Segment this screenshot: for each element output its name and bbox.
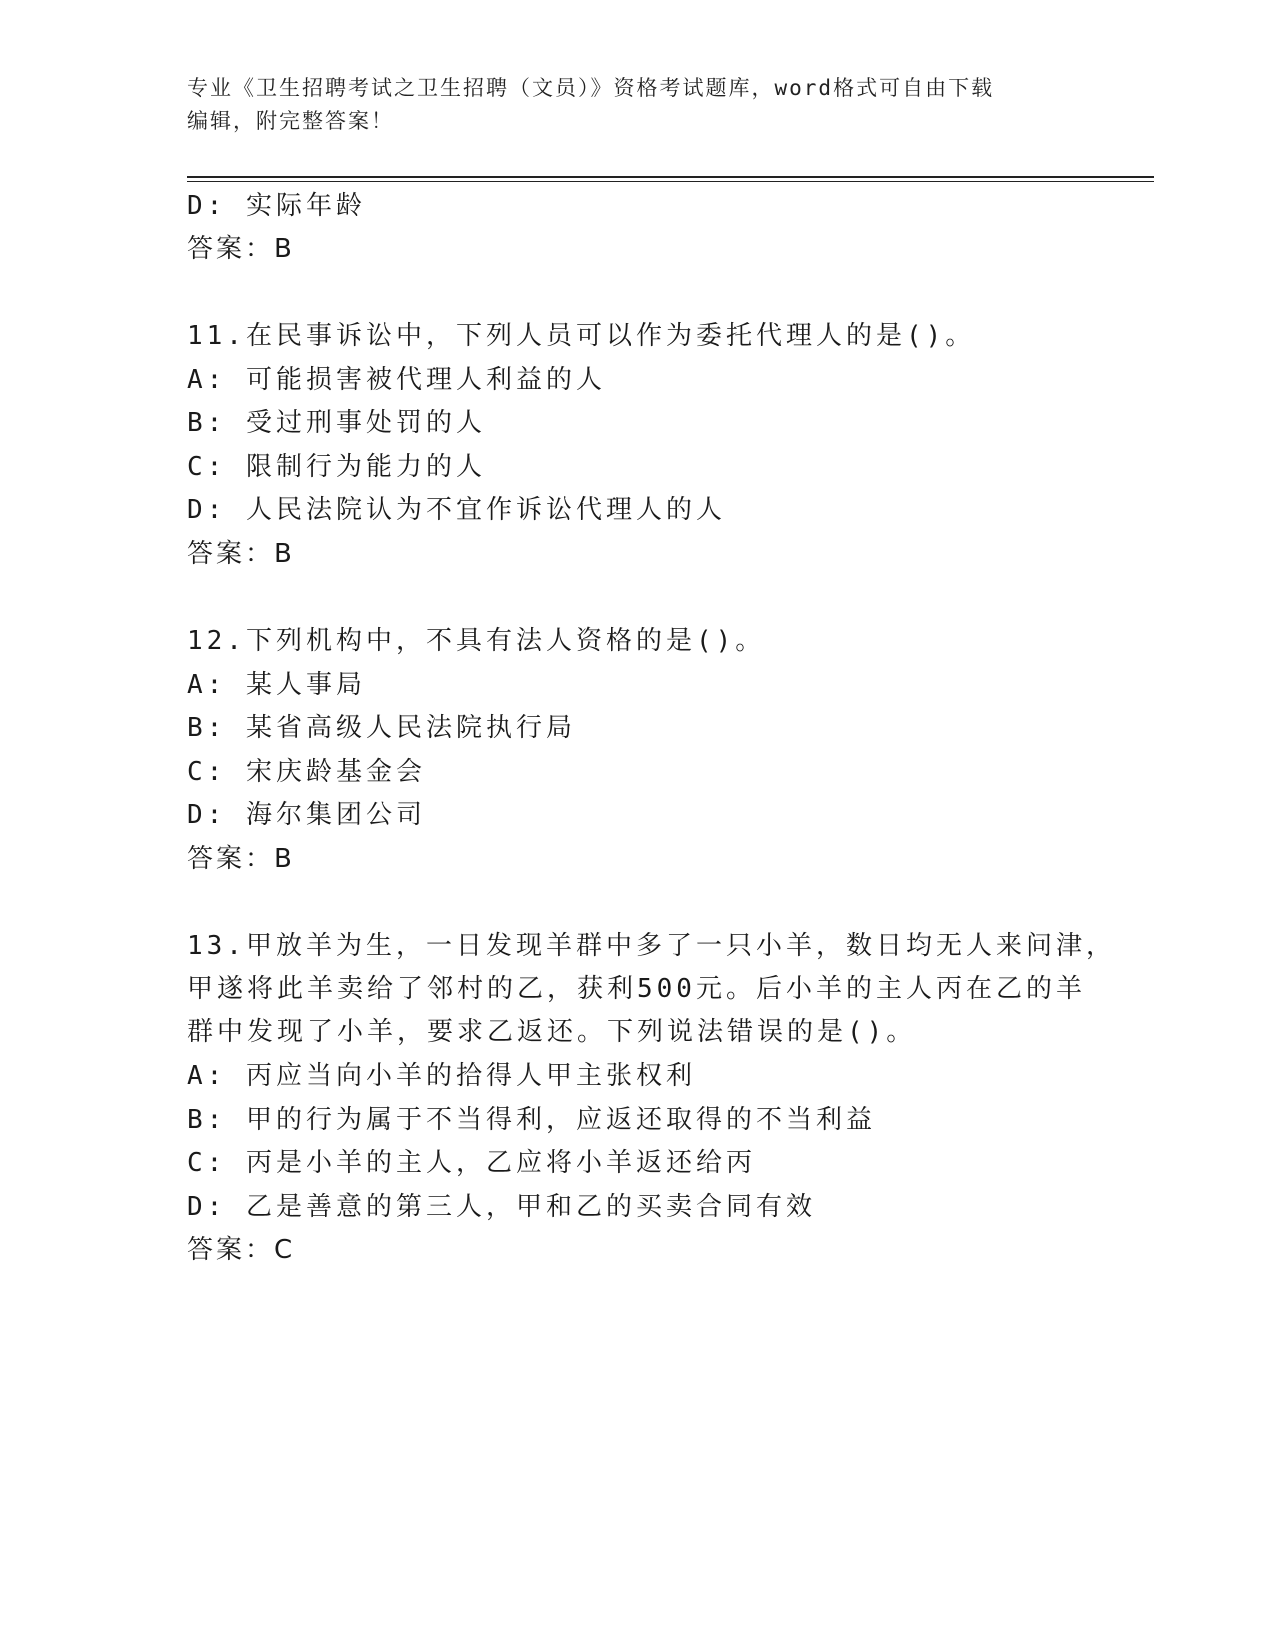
question-13-stem-line-3: 群中发现了小羊，要求乙返还。下列说法错误的是()。 <box>187 1017 917 1047</box>
question-13-option-a: A: 丙应当向小羊的拾得人甲主张权利 <box>187 1061 696 1091</box>
answer-line: 答案：B <box>187 234 295 264</box>
question-11-option-b: B: 受过刑事处罚的人 <box>187 408 486 438</box>
question-13-stem-line-1: 13.甲放羊为生，一日发现羊群中多了一只小羊，数日均无人来问津， <box>187 931 1116 961</box>
question-12-stem: 12.下列机构中，不具有法人资格的是()。 <box>187 626 766 656</box>
option-d: D: 实际年龄 <box>187 191 366 221</box>
question-12-option-a: A: 某人事局 <box>187 670 366 700</box>
header-line-2: 编辑，附完整答案！ <box>187 109 394 133</box>
question-13-answer: 答案：C <box>187 1235 296 1265</box>
question-12-option-c: C: 宋庆龄基金会 <box>187 757 426 787</box>
question-13-stem-line-2: 甲遂将此羊卖给了邻村的乙，获利500元。后小羊的主人丙在乙的羊 <box>187 974 1086 1004</box>
question-11-option-a: A: 可能损害被代理人利益的人 <box>187 365 606 395</box>
question-12-option-b: B: 某省高级人民法院执行局 <box>187 713 576 743</box>
question-13-option-c: C: 丙是小羊的主人，乙应将小羊返还给丙 <box>187 1148 756 1178</box>
question-12-answer: 答案：B <box>187 844 295 874</box>
question-13-option-b: B: 甲的行为属于不当得利，应返还取得的不当利益 <box>187 1105 876 1135</box>
document-header <box>187 72 1087 138</box>
question-12-option-d: D: 海尔集团公司 <box>187 800 426 830</box>
question-11-answer: 答案：B <box>187 539 295 569</box>
question-11-option-c: C: 限制行为能力的人 <box>187 452 486 482</box>
header-divider-thin <box>187 181 1154 182</box>
header-divider-thick <box>187 176 1154 178</box>
question-11-option-d: D: 人民法院认为不宜作诉讼代理人的人 <box>187 495 726 525</box>
question-13-option-d: D: 乙是善意的第三人，甲和乙的买卖合同有效 <box>187 1192 816 1222</box>
question-11-stem: 11.在民事诉讼中，下列人员可以作为委托代理人的是()。 <box>187 321 976 351</box>
header-line-1: 专业《卫生招聘考试之卫生招聘（文员）》资格考试题库，word格式可自由下载 <box>187 76 995 100</box>
